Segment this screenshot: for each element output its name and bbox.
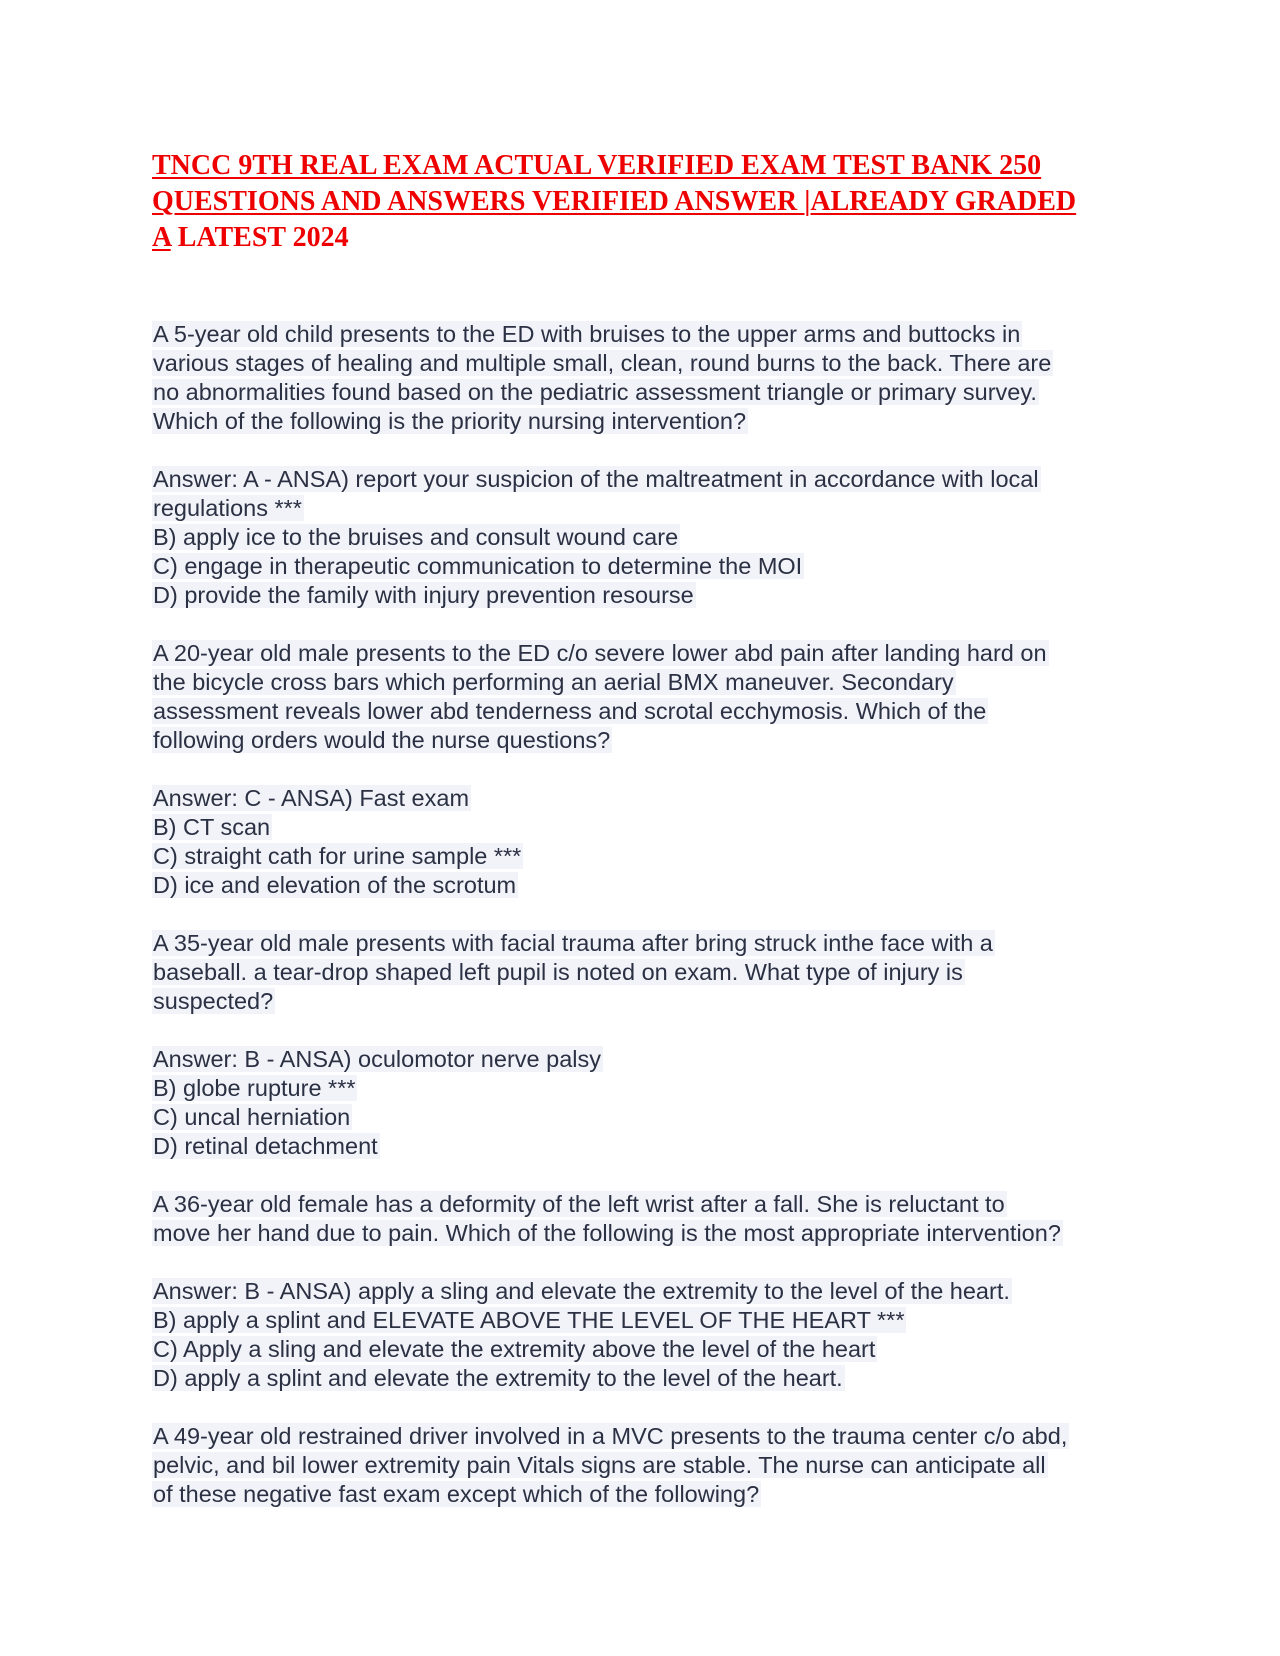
document-title [152,148,1152,256]
answer-line: C) Apply a sling and elevate the extremity above the level of the heart [153,1336,876,1362]
title-line-3-rest: LATEST 2024 [170,222,349,253]
text-line: the bicycle cross bars which performing an aerial BMX maneuver. Secondary [153,669,954,695]
answer-line: B) globe rupture *** [153,1075,356,1101]
title-line-2: QUESTIONS AND ANSWERS VERIFIED ANSWER |ALREADY GRADED [152,186,1077,217]
answer-line: B) apply ice to the bruises and consult wound care [153,524,679,550]
answer-line: Answer: B - ANSA) oculomotor nerve palsy [153,1046,601,1072]
text-line: various stages of healing and multiple small, clean, round burns to the back. There are [153,350,1052,376]
text-line: A 49-year old restrained driver involved in a MVC presents to the trauma center c/o abd, [153,1423,1068,1449]
text-line: A 5-year old child presents to the ED with bruises to the upper arms and buttocks in [153,321,1021,347]
text-line: pelvic, and bil lower extremity pain Vitals signs are stable. The nurse can anticipate all [153,1452,1046,1478]
title-line-3-underlined: A [152,222,171,253]
answer-line: D) apply a splint and elevate the extremity to the level of the heart. [153,1365,843,1391]
text-line: A 35-year old male presents with facial trauma after bring struck inthe face with a [153,930,993,956]
answer-line: B) apply a splint and ELEVATE ABOVE THE LEVEL OF THE HEART *** [153,1307,905,1333]
answer-line: D) retinal detachment [153,1133,378,1159]
answer-options [152,784,1142,900]
answer-line: Answer: A - ANSA) report your suspicion of the maltreatment in accordance with local [153,466,1039,492]
answer-line: C) straight cath for urine sample *** [153,843,522,869]
title-line-1: TNCC 9TH REAL EXAM ACTUAL VERIFIED EXAM TEST BANK 250 [152,150,1042,181]
text-line: Which of the following is the priority nursing intervention? [153,408,747,434]
text-line: suspected? [153,988,274,1014]
title-line-3 [152,220,1152,256]
answer-options [152,465,1142,610]
answer-line: regulations *** [153,495,302,521]
question-text [152,1190,1142,1248]
question-text [152,1422,1142,1509]
text-line: A 36-year old female has a deformity of the left wrist after a fall. She is reluctant to [153,1191,1005,1217]
text-line: baseball. a tear-drop shaped left pupil is noted on exam. What type of injury is [153,959,963,985]
answer-line: B) CT scan [153,814,271,840]
question-text [152,320,1142,436]
text-line: A 20-year old male presents to the ED c/o severe lower abd pain after landing hard on [153,640,1047,666]
question-text [152,639,1142,755]
text-line: move her hand due to pain. Which of the following is the most appropriate intervention? [153,1220,1061,1246]
text-line: no abnormalities found based on the pediatric assessment triangle or primary survey. [153,379,1037,405]
text-line: assessment reveals lower abd tenderness and scrotal ecchymosis. Which of the [153,698,987,724]
text-line: following orders would the nurse questions? [153,727,611,753]
answer-line: C) engage in therapeutic communication to determine the MOI [153,553,803,579]
answer-options [152,1277,1142,1393]
answer-line: D) ice and elevation of the scrotum [153,872,517,898]
answer-line: D) provide the family with injury prevention resourse [153,582,694,608]
text-line: of these negative fast exam except which of the following? [153,1481,760,1507]
answer-options [152,1045,1142,1161]
question-text [152,929,1142,1016]
answer-line: Answer: B - ANSA) apply a sling and elevate the extremity to the level of the heart. [153,1278,1010,1304]
answer-line: C) uncal herniation [153,1104,351,1130]
qa-content [152,320,1142,1538]
answer-line: Answer: C - ANSA) Fast exam [153,785,470,811]
